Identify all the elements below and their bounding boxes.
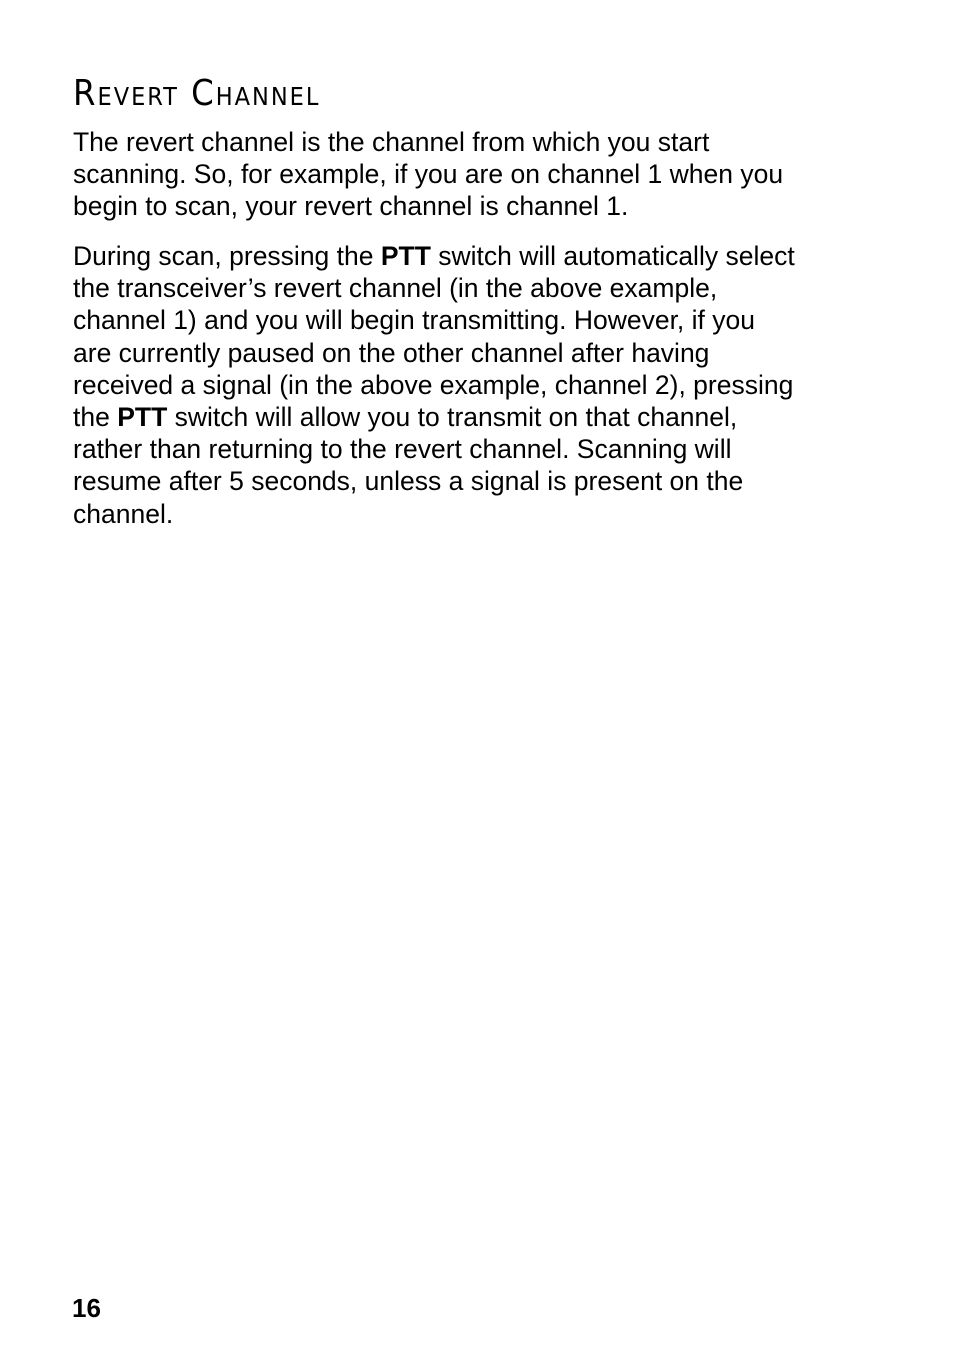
text-line — [73, 401, 883, 433]
text-line: received a signal (in the above example, channel 2), pressing — [73, 369, 794, 400]
text-run: switch will automatically select — [430, 241, 795, 271]
text-line: are currently paused on the other channel after having — [73, 337, 710, 368]
text-line: channel 1) and you will begin transmitting. However, if you — [73, 305, 755, 336]
text-line: scanning. So, for example, if you are on channel 1 when you — [73, 159, 784, 190]
text-run: the — [73, 402, 118, 433]
text-run: During scan, pressing the — [73, 241, 381, 271]
ptt-keyword: PTT — [117, 402, 168, 433]
text-run: switch will allow you to transmit on that channel, — [167, 402, 738, 433]
text-line — [73, 240, 883, 272]
text-line: resume after 5 seconds, unless a signal is present on the — [73, 466, 744, 497]
text-line: begin to scan, your revert channel is channel 1. — [73, 191, 629, 222]
text-line: the transceiver’s revert channel (in the above example, — [73, 273, 718, 304]
text-line: The revert channel is the channel from which you start — [73, 127, 710, 157]
page-number: 16 — [72, 1293, 101, 1323]
text-line: channel. — [73, 498, 174, 529]
ptt-keyword: PTT — [380, 241, 431, 271]
paragraph-ptt-during-scan — [73, 240, 883, 530]
section-heading: Revert Channel — [73, 73, 321, 114]
paragraph-revert-definition — [73, 126, 883, 223]
text-line: rather than returning to the revert channel. Scanning will — [73, 434, 732, 465]
